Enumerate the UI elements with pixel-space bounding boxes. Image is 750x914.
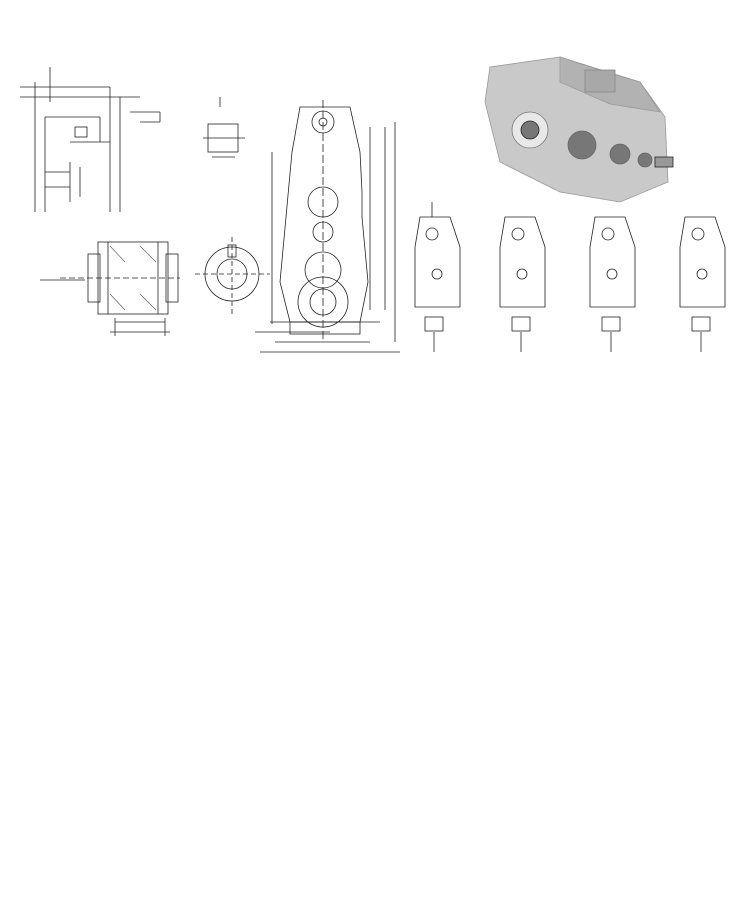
b-direction-view	[203, 97, 245, 157]
shaft-detail-drawing	[20, 67, 160, 212]
arrangement-variants	[415, 202, 725, 352]
technical-drawings	[0, 42, 750, 390]
hollow-shaft-section	[40, 242, 180, 336]
a-direction-view	[195, 237, 270, 314]
gearbox-front-view	[255, 100, 400, 352]
gearbox-photo	[485, 57, 673, 202]
